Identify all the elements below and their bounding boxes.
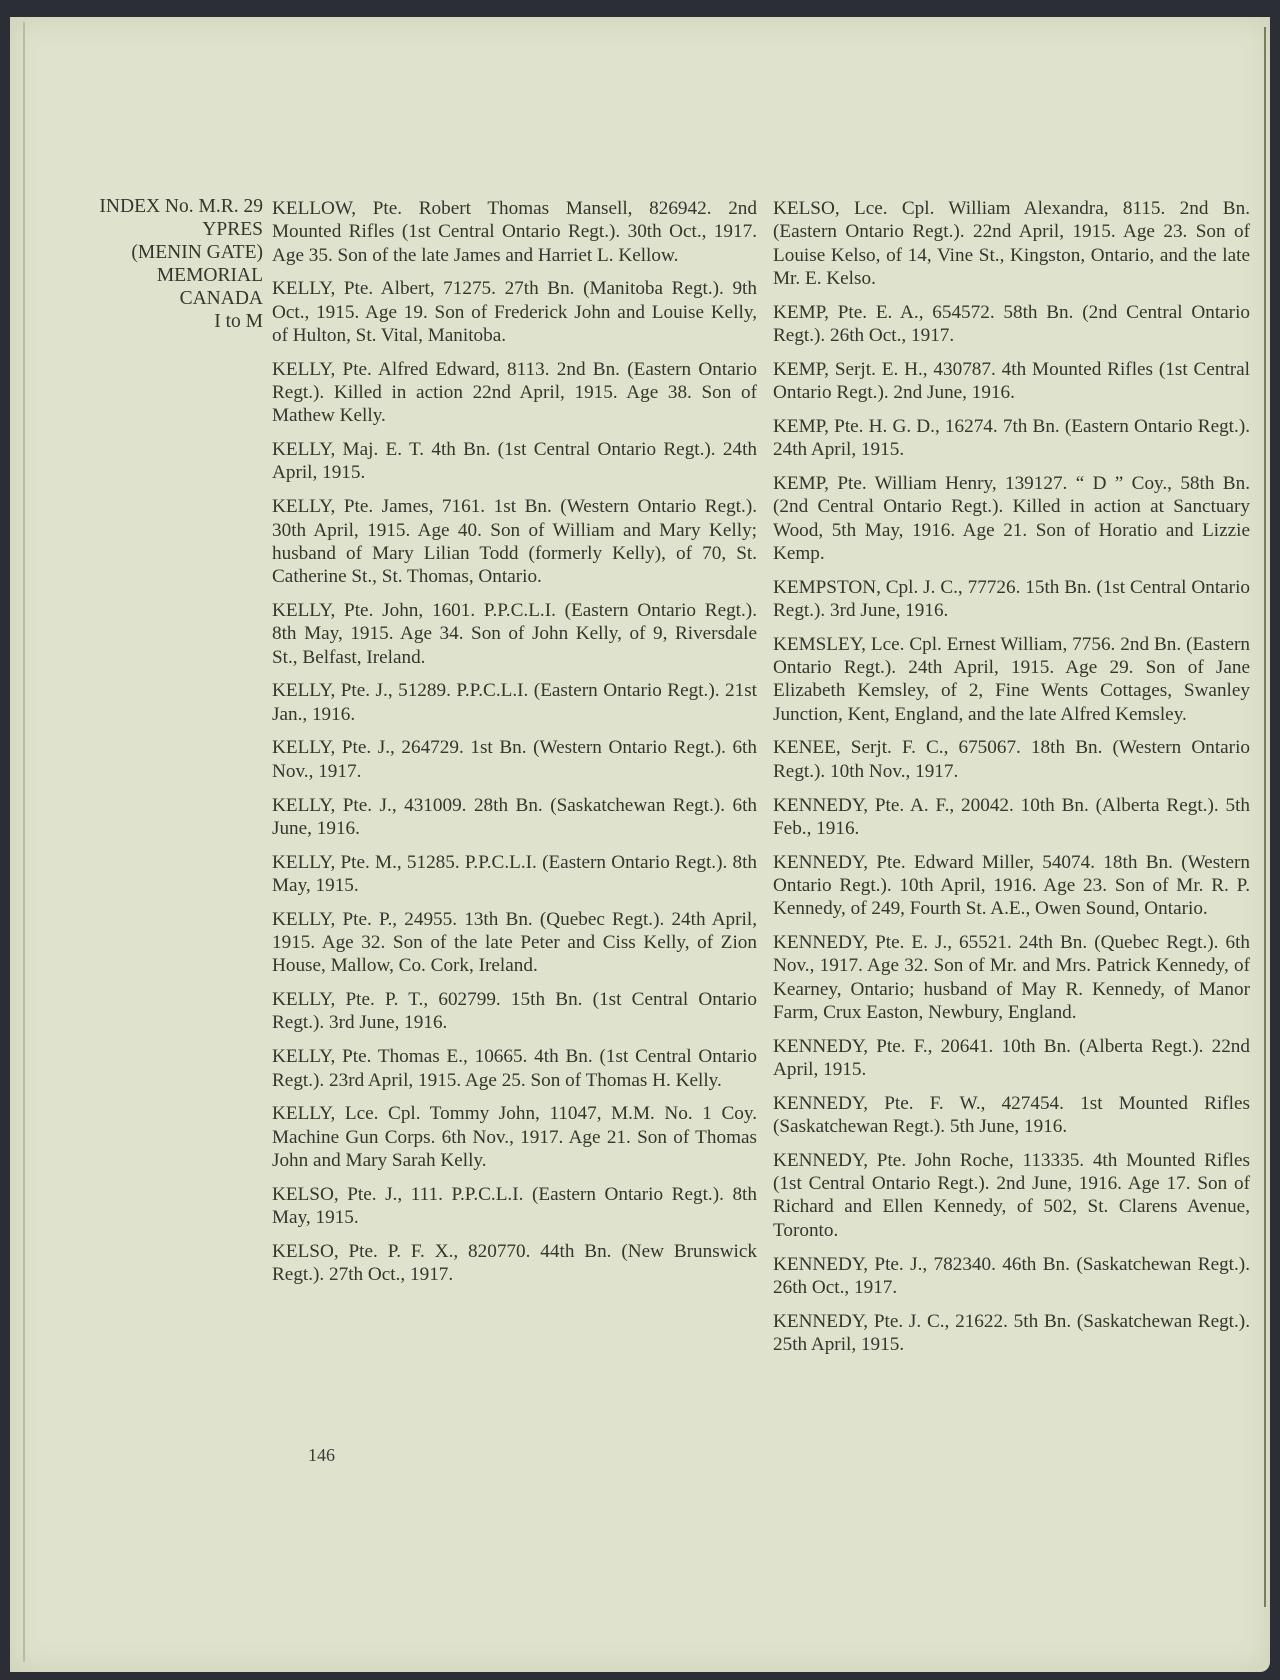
register-entry: KELLY, Maj. E. T. 4th Bn. (1st Central Ontario Regt.). 24th April, 1915. <box>272 439 757 484</box>
page-fold-line <box>23 22 25 1662</box>
register-entry: KEMP, Pte. William Henry, 139127. “ D ” Coy., 58th Bn. (2nd Central Ontario Regt.). Killed in action at Sanctuary Wood, 5th May, 1916. Age 21. Son of Horatio and Lizzie Kemp. <box>773 472 1250 564</box>
register-entry: KELLY, Pte. P., 24955. 13th Bn. (Quebec Regt.). 24th April, 1915. Age 32. Son of the late Peter and Ciss Kelly, of Zion House, Mallow, Co. Cork, Ireland. <box>272 908 757 977</box>
register-entry: KELLY, Pte. P. T., 602799. 15th Bn. (1st Central Ontario Regt.). 3rd June, 1916. <box>272 989 757 1034</box>
index-header-line: CANADA <box>179 288 263 309</box>
register-entry: KELLY, Pte. Albert, 71275. 27th Bn. (Manitoba Regt.). 9th Oct., 1915. Age 19. Son of Frederick John and Louise Kelly, of Hulton, St. Vital, Manitoba. <box>272 278 757 346</box>
register-entry: KELLY, Lce. Cpl. Tommy John, 11047, M.M. No. 1 Coy. Machine Gun Corps. 6th Nov., 1917. Age 21. Son of Thomas John and Mary Sarah Kelly. <box>272 1103 757 1171</box>
scanned-page <box>10 17 1270 1672</box>
register-entry: KENNEDY, Pte. E. J., 65521. 24th Bn. (Quebec Regt.). 6th Nov., 1917. Age 32. Son of Mr. and Mrs. Patrick Kennedy, of Kearney, Ontario; husband of May R. Kennedy, of Manor Farm, Crux Easton, Newbury, England. <box>773 932 1250 1023</box>
register-entry: KELLY, Pte. Thomas E., 10665. 4th Bn. (1st Central Ontario Regt.). 23rd April, 1915. Age 25. Son of Thomas H. Kelly. <box>272 1046 757 1091</box>
register-entry: KENNEDY, Pte. John Roche, 113335. 4th Mounted Rifles (1st Central Ontario Regt.). 2nd June, 1916. Age 17. Son of Richard and Ellen Kennedy, of 502, St. Clarens Avenue, Toronto. <box>773 1149 1250 1241</box>
register-entry: KENNEDY, Pte. Edward Miller, 54074. 18th Bn. (Western Ontario Regt.). 10th April, 1916. Age 23. Son of Mr. R. P. Kennedy, of 249, Fourth St. A.E., Owen Sound, Ontario. <box>773 851 1250 920</box>
register-entry: KEMP, Serjt. E. H., 430787. 4th Mounted Rifles (1st Central Ontario Regt.). 2nd June, 1916. <box>773 358 1250 404</box>
register-entry: KELLY, Pte. J., 431009. 28th Bn. (Saskatchewan Regt.). 6th June, 1916. <box>272 794 757 839</box>
register-entry: KEMPSTON, Cpl. J. C., 77726. 15th Bn. (1st Central Ontario Regt.). 3rd June, 1916. <box>773 576 1250 621</box>
register-entry: KELLY, Pte. James, 7161. 1st Bn. (Western Ontario Regt.). 30th April, 1915. Age 40. Son of William and Mary Kelly; husband of Mary Lilian Todd (formerly Kelly), of 70, St. Catherine St., St. Thomas, Ontario. <box>272 496 757 588</box>
register-entry: KELLY, Pte. J., 264729. 1st Bn. (Western Ontario Regt.). 6th Nov., 1917. <box>272 737 757 782</box>
register-entry: KENNEDY, Pte. F. W., 427454. 1st Mounted Rifles (Saskatchewan Regt.). 5th June, 1916. <box>773 1092 1250 1138</box>
page-right-edge <box>1261 27 1266 1607</box>
register-entry: KENEE, Serjt. F. C., 675067. 18th Bn. (Western Ontario Regt.). 10th Nov., 1917. <box>773 737 1250 782</box>
register-entry: KELSO, Pte. J., 111. P.P.C.L.I. (Eastern Ontario Regt.). 8th May, 1915. <box>272 1183 757 1228</box>
register-entry: KELLY, Pte. Alfred Edward, 8113. 2nd Bn. (Eastern Ontario Regt.). Killed in action 22nd April, 1915. Age 38. Son of Mathew Kelly. <box>272 358 757 427</box>
right-column <box>773 197 1250 1367</box>
register-entry: KELSO, Pte. P. F. X., 820770. 44th Bn. (New Brunswick Regt.). 27th Oct., 1917. <box>272 1240 757 1286</box>
index-margin-header <box>38 195 263 333</box>
left-column <box>272 197 757 1297</box>
register-entry: KENNEDY, Pte. J. C., 21622. 5th Bn. (Saskatchewan Regt.). 25th April, 1915. <box>773 1310 1250 1355</box>
index-header-line: YPRES <box>202 219 263 240</box>
index-header-line: (MENIN GATE) <box>131 242 263 263</box>
index-header-line: I to M <box>214 311 263 332</box>
register-entry: KEMP, Pte. H. G. D., 16274. 7th Bn. (Eastern Ontario Regt.). 24th April, 1915. <box>773 415 1250 461</box>
page-number: 146 <box>308 1445 335 1465</box>
index-header-line: INDEX No. M.R. 29 <box>99 196 263 217</box>
register-entry: KELLOW, Pte. Robert Thomas Mansell, 826942. 2nd Mounted Rifles (1st Central Ontario Regt.). 30th Oct., 1917. Age 35. Son of the late James and Harriet L. Kellow. <box>272 198 757 266</box>
register-entry: KENNEDY, Pte. F., 20641. 10th Bn. (Alberta Regt.). 22nd April, 1915. <box>773 1035 1250 1080</box>
index-header-line: MEMORIAL <box>156 265 263 286</box>
register-entry: KEMP, Pte. E. A., 654572. 58th Bn. (2nd Central Ontario Regt.). 26th Oct., 1917. <box>773 301 1250 346</box>
register-entry: KENNEDY, Pte. J., 782340. 46th Bn. (Saskatchewan Regt.). 26th Oct., 1917. <box>773 1253 1250 1298</box>
register-entry: KELLY, Pte. John, 1601. P.P.C.L.I. (Eastern Ontario Regt.). 8th May, 1915. Age 34. Son of John Kelly, of 9, Riversdale St., Belfast, Ireland. <box>272 599 757 668</box>
register-entry: KEMSLEY, Lce. Cpl. Ernest William, 7756. 2nd Bn. (Eastern Ontario Regt.). 24th April, 1915. Age 29. Son of Jane Elizabeth Kemsley, of 2, Fine Wents Cottages, Swanley Junction, Kent, England, and the late Alfred Kemsley. <box>773 633 1250 725</box>
register-entry: KENNEDY, Pte. A. F., 20042. 10th Bn. (Alberta Regt.). 5th Feb., 1916. <box>773 794 1250 839</box>
register-entry: KELLY, Pte. M., 51285. P.P.C.L.I. (Eastern Ontario Regt.). 8th May, 1915. <box>272 851 757 896</box>
register-entry: KELSO, Lce. Cpl. William Alexandra, 8115. 2nd Bn. (Eastern Ontario Regt.). 22nd April, 1915. Age 23. Son of Louise Kelso, of 14, Vine St., Kingston, Ontario, and the late Mr. E. Kelso. <box>773 198 1250 289</box>
register-entry: KELLY, Pte. J., 51289. P.P.C.L.I. (Eastern Ontario Regt.). 21st Jan., 1916. <box>272 680 757 725</box>
